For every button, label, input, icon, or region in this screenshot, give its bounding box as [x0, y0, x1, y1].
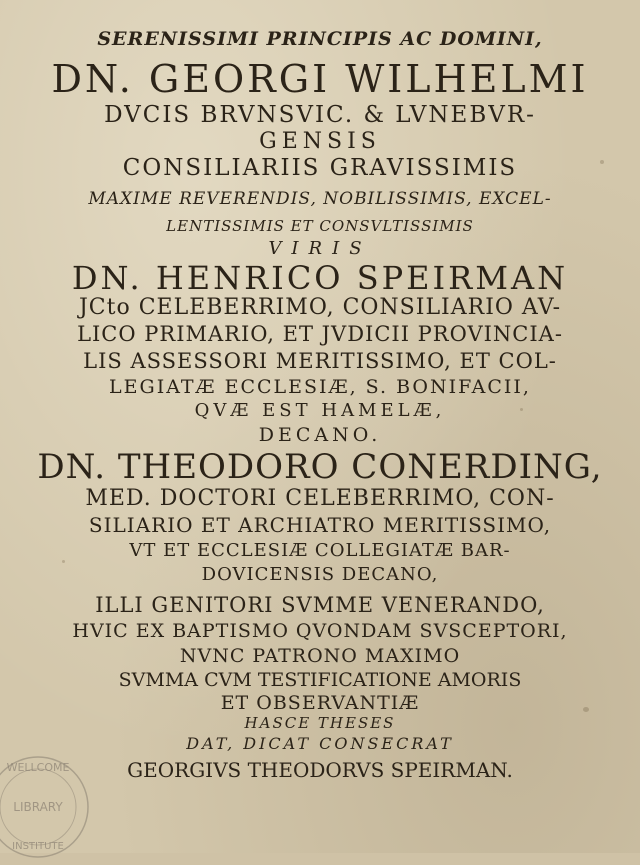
dedication-line-8: VIRIS — [268, 238, 372, 259]
dedication-line-20: DOVICENSIS DECANO, — [201, 564, 439, 585]
library-stamp — [0, 745, 108, 865]
dedication-line-24: SVMMA CVM TESTIFICATIONE AMORIS — [118, 669, 522, 691]
dedication-line-5: CONSILIARIIS GRAVISSIMIS — [122, 155, 518, 181]
dedication-line-23: NVNC PATRONO MAXIMO — [179, 645, 461, 667]
stamp-top-text: WELLCOME — [6, 761, 70, 774]
dedication-line-9: DN. HENRICO SPEIRMAN — [71, 259, 569, 297]
dedication-line-11: LICO PRIMARIO, ET JVDICII PROVINCIA- — [77, 322, 563, 346]
dedication-line-7: LENTISSIMIS ET CONSVLTISSIMIS — [166, 217, 474, 235]
dedication-line-4: GENSIS — [259, 129, 381, 154]
dedication-line-14: QVÆ EST HAMELÆ, — [194, 400, 446, 421]
dedication-line-16: DN. THEODORO CONERDING, — [37, 447, 603, 487]
stamp-bottom-text: INSTITUTE — [12, 841, 64, 852]
dedication-line-17: MED. DOCTORI CELEBERRIMO, CON- — [85, 486, 555, 511]
dedication-line-21: ILLI GENITORI SVMME VENERANDO, — [95, 593, 545, 617]
dedication-line-13: LEGIATÆ ECCLESIÆ, S. BONIFACII, — [109, 376, 531, 398]
dedication-line-22: HVIC EX BAPTISMO QVONDAM SVSCEPTORI, — [72, 620, 568, 642]
paper-speck — [583, 707, 589, 712]
stamp-middle-text: LIBRARY — [13, 800, 63, 814]
dedication-line-27: DAT, DICAT CONSECRAT — [186, 734, 454, 753]
dedication-line-1: SERENISSIMI PRINCIPIS AC DOMINI, — [97, 28, 543, 50]
dedication-line-19: VT ET ECCLESIÆ COLLEGIATÆ BAR- — [129, 540, 511, 561]
dedication-line-6: MAXIME REVERENDIS, NOBILISSIMIS, EXCEL- — [88, 189, 552, 209]
paper-speck — [62, 560, 65, 563]
dedication-line-25: ET OBSERVANTIÆ — [220, 692, 420, 714]
paper-speck — [600, 160, 604, 164]
dedication-line-10: JCto CELEBERRIMO, CONSILIARIO AV- — [78, 295, 562, 320]
paper-speck — [520, 408, 523, 411]
dedication-line-12: LIS ASSESSORI MERITISSIMO, ET COL- — [83, 349, 557, 373]
dedication-line-18: SILIARIO ET ARCHIATRO MERITISSIMO, — [88, 513, 552, 537]
dedication-line-2: DN. GEORGI WILHELMI — [51, 57, 589, 101]
dedication-line-26: HASCE THESES — [244, 714, 396, 732]
dedication-signature: GEORGIVS THEODORVS SPEIRMAN. — [127, 758, 513, 782]
dedication-line-3: DVCIS BRVNSVIC. & LVNEBVR- — [104, 102, 536, 128]
dedication-line-15: DECANO. — [258, 424, 382, 446]
